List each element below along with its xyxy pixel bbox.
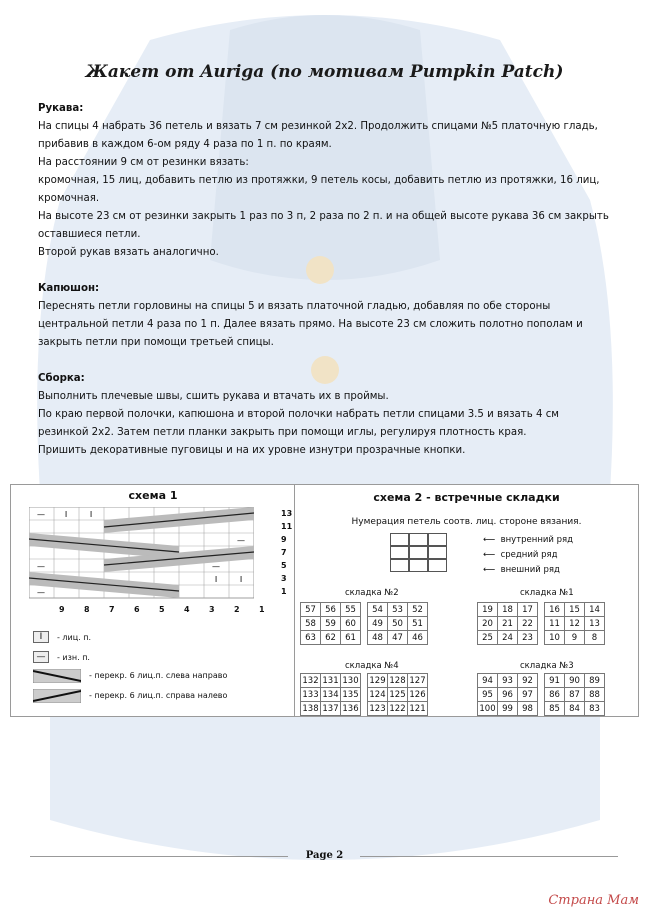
stitch-number-cell [361, 674, 368, 688]
table-row [478, 688, 605, 702]
scheme1-chart [29, 507, 254, 602]
stitch-number-cell: 49 [368, 617, 388, 631]
row-number: 13 [281, 509, 293, 518]
text-line: оставшиеся петли. [38, 229, 141, 240]
fold3-table [477, 673, 605, 716]
text-line: кромочная, 15 лиц, добавить петлю из протяжки, 9 петель косы, добавить петлю из протяжки, 16 лиц, [38, 175, 600, 186]
scheme2-panel [294, 484, 639, 717]
stitch-number-cell [361, 603, 368, 617]
svg-text:—: — [37, 510, 45, 519]
stitch-number-cell: 60 [341, 617, 361, 631]
stitch-number-cell: 19 [478, 603, 498, 617]
stitch-number-cell: 20 [478, 617, 498, 631]
text-line: На высоте 23 см от резинки закрыть 1 раз по 3 п, 2 раза по 2 п. и на общей высоте рукава 36 см закрыть [38, 211, 609, 222]
stitch-number-cell [538, 617, 545, 631]
stitch-number-cell: 47 [388, 631, 408, 645]
stitch-number-cell: 86 [545, 688, 565, 702]
stitch-number-cell [538, 631, 545, 645]
stitch-number-cell: 98 [518, 702, 538, 716]
stitch-number-cell: 48 [368, 631, 388, 645]
stitch-number-cell: 55 [341, 603, 361, 617]
section-heading: Сборка: [38, 373, 85, 384]
fold4-table [300, 673, 428, 716]
section-heading: Капюшон: [38, 283, 100, 294]
text-line: резинкой 2х2. Затем петли планки закрыть при помощи иглы, регулируя плотность края. [38, 427, 527, 438]
stitch-number-cell [361, 617, 368, 631]
stitch-number-cell [361, 688, 368, 702]
purl-symbol: — [33, 651, 49, 663]
stitch-number-cell: 54 [368, 603, 388, 617]
stitch-number-cell: 89 [585, 674, 605, 688]
fold2-table [300, 602, 428, 645]
stitch-number-cell: 25 [478, 631, 498, 645]
text-line: прибавив в каждом 6-ом ряду 4 раза по 1 п. по краям. [38, 139, 332, 150]
stitch-number-cell: 9 [565, 631, 585, 645]
svg-text:I: I [239, 575, 243, 584]
page-title: Жакет от Auriga (по мотивам Pumpkin Patch) [85, 62, 564, 82]
stitch-number-cell [538, 688, 545, 702]
table-row [478, 702, 605, 716]
cross-right-icon [33, 689, 81, 703]
stitch-number-cell: 96 [498, 688, 518, 702]
row-number: 5 [281, 561, 287, 570]
stitch-number-cell: 135 [342, 689, 359, 700]
stitch-number-cell: 132 [302, 675, 319, 686]
stitch-number-cell: 97 [518, 688, 538, 702]
stitch-number-cell: 99 [498, 702, 518, 716]
stitch-number-cell: 23 [518, 631, 538, 645]
table-row [478, 617, 605, 631]
row-number: 11 [281, 522, 293, 531]
stitch-number-cell: 16 [545, 603, 565, 617]
fold3-title: складка №3 [520, 661, 574, 671]
stitch-number-cell: 129 [369, 675, 386, 686]
instructions-body [38, 100, 613, 460]
stitch-number-cell: 100 [479, 703, 496, 714]
svg-text:—: — [237, 536, 245, 545]
stitch-number-cell [361, 702, 368, 716]
col-number: 6 [134, 605, 140, 614]
stitch-number-cell: 50 [388, 617, 408, 631]
fold4-title: складка №4 [345, 661, 399, 671]
text-line: кромочная. [38, 193, 100, 204]
knit-symbol: I [33, 631, 49, 643]
stitch-number-cell: 21 [498, 617, 518, 631]
stitch-number-cell: 138 [302, 703, 319, 714]
stitch-number-cell: 131 [322, 675, 339, 686]
stitch-number-cell: 53 [388, 603, 408, 617]
row-number: 7 [281, 548, 287, 557]
table-row [478, 674, 605, 688]
arrow-outer: ⟵ внешний ряд [483, 565, 560, 575]
row-number: 9 [281, 535, 287, 544]
text-line: Второй рукав вязать аналогично. [38, 247, 219, 258]
section-heading: Рукава: [38, 103, 84, 114]
stitch-number-cell: 84 [565, 702, 585, 716]
col-number: 8 [84, 605, 90, 614]
stitch-number-cell: 88 [585, 688, 605, 702]
stitch-number-cell: 8 [585, 631, 605, 645]
table-row [478, 603, 605, 617]
table-row [301, 674, 428, 688]
stitch-number-cell: 136 [342, 703, 359, 714]
stitch-number-cell: 95 [478, 688, 498, 702]
cross-left-icon [33, 669, 81, 683]
stitch-number-cell: 91 [545, 674, 565, 688]
stitch-number-cell: 17 [518, 603, 538, 617]
svg-text:I: I [214, 575, 218, 584]
svg-text:—: — [212, 562, 220, 571]
table-row [301, 617, 428, 631]
site-watermark: Страна Мам [548, 893, 639, 908]
fold1-table [477, 602, 605, 645]
col-number: 1 [259, 605, 265, 614]
svg-text:—: — [37, 562, 45, 571]
stitch-number-cell: 18 [498, 603, 518, 617]
stitch-number-cell: 61 [341, 631, 361, 645]
fold2-title: складка №2 [345, 588, 399, 598]
stitch-number-cell: 22 [518, 617, 538, 631]
stitch-number-cell [538, 674, 545, 688]
col-number: 2 [234, 605, 240, 614]
fold1-title: складка №1 [520, 588, 574, 598]
row-number: 1 [281, 587, 287, 596]
page-number: Page 2 [305, 850, 344, 861]
stitch-number-cell: 93 [498, 674, 518, 688]
stitch-number-cell: 11 [545, 617, 565, 631]
stitch-number-cell: 24 [498, 631, 518, 645]
stitch-number-cell: 59 [321, 617, 341, 631]
stitch-number-cell: 58 [301, 617, 321, 631]
col-number: 4 [184, 605, 190, 614]
stitch-number-cell: 123 [369, 703, 386, 714]
stitch-number-cell: 128 [389, 675, 406, 686]
table-row [301, 688, 428, 702]
stitch-number-cell: 15 [565, 603, 585, 617]
stitch-number-cell: 90 [565, 674, 585, 688]
text-line: Пришить декоративные пуговицы и на их уровне изнутри прозрачные кнопки. [38, 445, 466, 456]
col-number: 5 [159, 605, 165, 614]
stitch-number-cell: 125 [389, 689, 406, 700]
stitch-number-cell: 12 [565, 617, 585, 631]
table-row [301, 631, 428, 645]
stitch-number-cell: 121 [409, 703, 426, 714]
stitch-number-cell: 137 [322, 703, 339, 714]
stitch-number-cell: 14 [585, 603, 605, 617]
svg-text:I: I [89, 510, 93, 519]
stitch-number-cell: 63 [301, 631, 321, 645]
arrow-middle: ⟵ средний ряд [483, 550, 558, 560]
svg-text:—: — [37, 588, 45, 597]
text-line: Выполнить плечевые швы, сшить рукава и втачать их в проймы. [38, 391, 389, 402]
table-row [301, 603, 428, 617]
col-number: 3 [209, 605, 215, 614]
text-line: Переснять петли горловины на спицы 5 и вязать платочной гладью, добавляя по обе стороны [38, 301, 551, 312]
table-row [301, 702, 428, 716]
stitch-number-cell: 85 [545, 702, 565, 716]
row-arrows [483, 535, 573, 580]
text-line: закрыть петли при помощи третьей спицы. [38, 337, 274, 348]
stitch-number-cell [538, 702, 545, 716]
col-number: 7 [109, 605, 115, 614]
arrow-inner: ⟵ внутренний ряд [483, 535, 574, 545]
text-line: На спицы 4 набрать 36 петель и вязать 7 см резинкой 2х2. Продолжить спицами №5 платочную гладь, [38, 121, 598, 132]
stitch-number-cell: 10 [545, 631, 565, 645]
col-number: 9 [59, 605, 65, 614]
stitch-number-cell [538, 603, 545, 617]
stitch-number-cell: 87 [565, 688, 585, 702]
stitch-number-cell: 46 [408, 631, 428, 645]
stitch-number-cell: 127 [409, 675, 426, 686]
stitch-number-cell: 126 [409, 689, 426, 700]
text-line: По краю первой полочки, капюшона и второй полочки набрать петли спицами 3.5 и вязать 4 см [38, 409, 559, 420]
stitch-number-cell: 92 [518, 674, 538, 688]
scheme1-title: схема 1 [128, 489, 178, 502]
scheme2-subtitle: Нумерация петель соотв. лиц. стороне вязания. [351, 517, 582, 527]
stitch-number-cell: 52 [408, 603, 428, 617]
scheme2-title: схема 2 - встречные складки [373, 491, 560, 504]
scheme1-panel: схема 1 — I I — — — I I — 13 11 9 7 5 3 1 9 8 7 6 5 4 3 2 1 I - лиц. п. — - изн. п. - перекр. 6 лиц.п. слева направо - перекр. 6 лиц.п. справа налево [10, 484, 296, 717]
table-row [478, 631, 605, 645]
stitch-number-cell: 124 [369, 689, 386, 700]
stitch-number-cell: 13 [585, 617, 605, 631]
stitch-number-cell: 133 [302, 689, 319, 700]
text-line: На расстоянии 9 см от резинки вязать: [38, 157, 249, 168]
stitch-number-cell: 134 [322, 689, 339, 700]
stitch-number-cell: 94 [478, 674, 498, 688]
stitch-number-cell [361, 631, 368, 645]
stitch-number-cell: 51 [408, 617, 428, 631]
stitch-number-cell: 62 [321, 631, 341, 645]
svg-text:I: I [64, 510, 68, 519]
text-line: центральной петли 4 раза по 1 п. Далее вязать прямо. На высоте 23 см сложить полотно пополам и [38, 319, 583, 330]
row-number: 3 [281, 574, 287, 583]
stitch-number-cell: 83 [585, 702, 605, 716]
stitch-number-cell: 57 [301, 603, 321, 617]
stitch-number-cell: 130 [342, 675, 359, 686]
stitch-number-cell: 122 [389, 703, 406, 714]
stitch-number-cell: 56 [321, 603, 341, 617]
